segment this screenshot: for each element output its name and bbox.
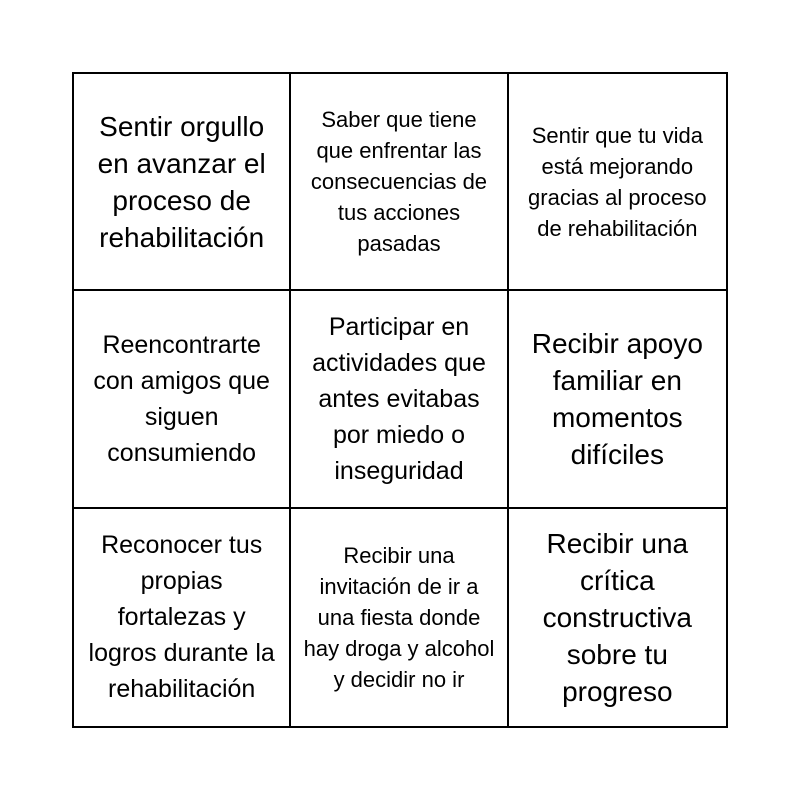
bingo-cell-text: Reconocer tus propias fortalezas y logros durante la rehabilitación <box>88 531 275 704</box>
bingo-cell-7[interactable] <box>74 509 291 726</box>
bingo-cell-text: Participar en actividades que antes evitabas por miedo o inseguridad <box>312 312 486 485</box>
bingo-board <box>72 72 728 728</box>
bingo-cell-3[interactable] <box>509 74 726 291</box>
bingo-cell-text: Reencontrarte con amigos que siguen consumiendo <box>93 330 270 467</box>
bingo-cell-text: Recibir una invitación de ir a una fiesta donde hay droga y alcohol y decidir no ir <box>303 542 495 692</box>
bingo-cell-text: Recibir una crítica constructiva sobre tu progreso <box>542 527 693 707</box>
bingo-cell-6[interactable] <box>509 291 726 508</box>
bingo-cell-5[interactable] <box>291 291 508 508</box>
bingo-cell-text: Sentir orgullo en avanzar el proceso de rehabilitación <box>97 110 266 253</box>
bingo-cell-text: Recibir apoyo familiar en momentos difíciles <box>531 327 703 470</box>
bingo-cell-text: Saber que tiene que enfrentar las consecuencias de tus acciones pasadas <box>310 107 488 257</box>
bingo-cell-text: Sentir que tu vida está mejorando gracias al proceso de rehabilitación <box>528 122 707 241</box>
bingo-cell-8[interactable] <box>291 509 508 726</box>
bingo-cell-4[interactable] <box>74 291 291 508</box>
bingo-cell-2[interactable] <box>291 74 508 291</box>
bingo-cell-9[interactable] <box>509 509 726 726</box>
bingo-cell-1[interactable] <box>74 74 291 291</box>
